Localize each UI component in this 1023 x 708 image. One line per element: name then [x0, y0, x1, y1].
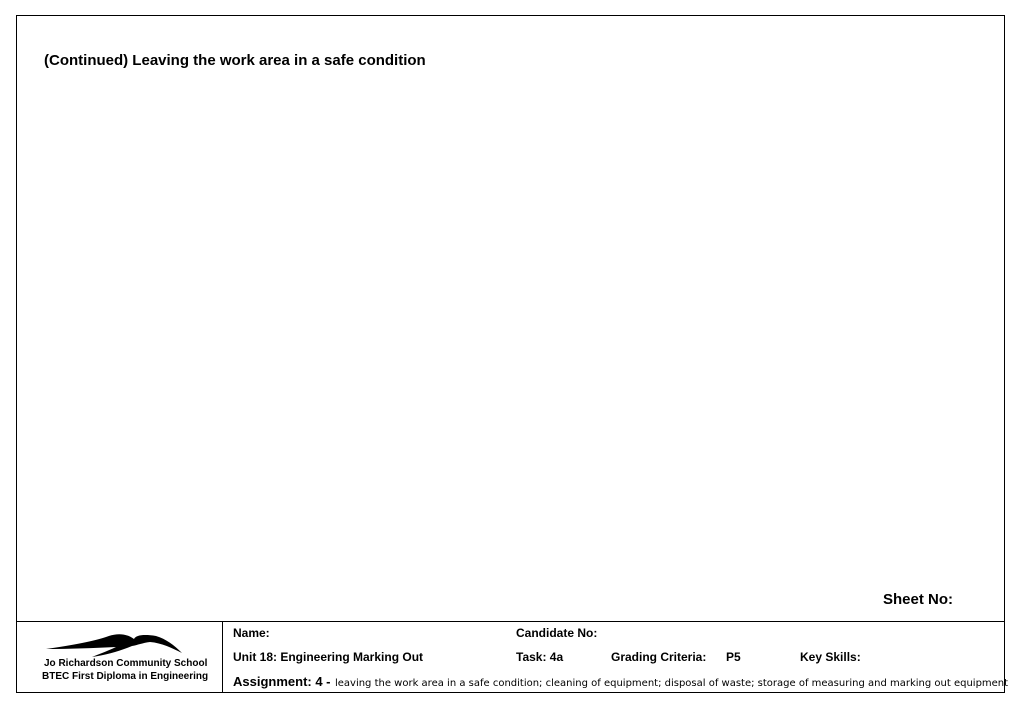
- page-frame: [16, 15, 1005, 693]
- assignment-description: leaving the work area in a safe condition; cleaning of equipment; disposal of waste; storage of measuring and marking out equipment: [334, 678, 1009, 689]
- task-label: Task: 4a: [516, 650, 564, 664]
- page-heading: (Continued) Leaving the work area in a safe condition: [44, 52, 426, 69]
- footer-divider-horizontal: [16, 621, 1005, 622]
- school-name: Jo Richardson Community School: [44, 658, 208, 669]
- key-skills-label: Key Skills:: [800, 650, 861, 664]
- grading-criteria-value: P5: [726, 650, 741, 664]
- bird-logo-icon: [44, 633, 184, 661]
- name-label: Name:: [233, 626, 270, 640]
- unit-label: Unit 18: Engineering Marking Out: [233, 650, 424, 664]
- grading-criteria-label: Grading Criteria:: [611, 650, 707, 664]
- assignment-label: Assignment: 4 -: [233, 674, 331, 689]
- course-name: BTEC First Diploma in Engineering: [42, 671, 209, 682]
- sheet-no-label: Sheet No:: [883, 591, 954, 608]
- candidate-no-label: Candidate No:: [516, 626, 598, 640]
- footer-divider-vertical: [222, 621, 223, 693]
- assignment-line: [233, 673, 1008, 691]
